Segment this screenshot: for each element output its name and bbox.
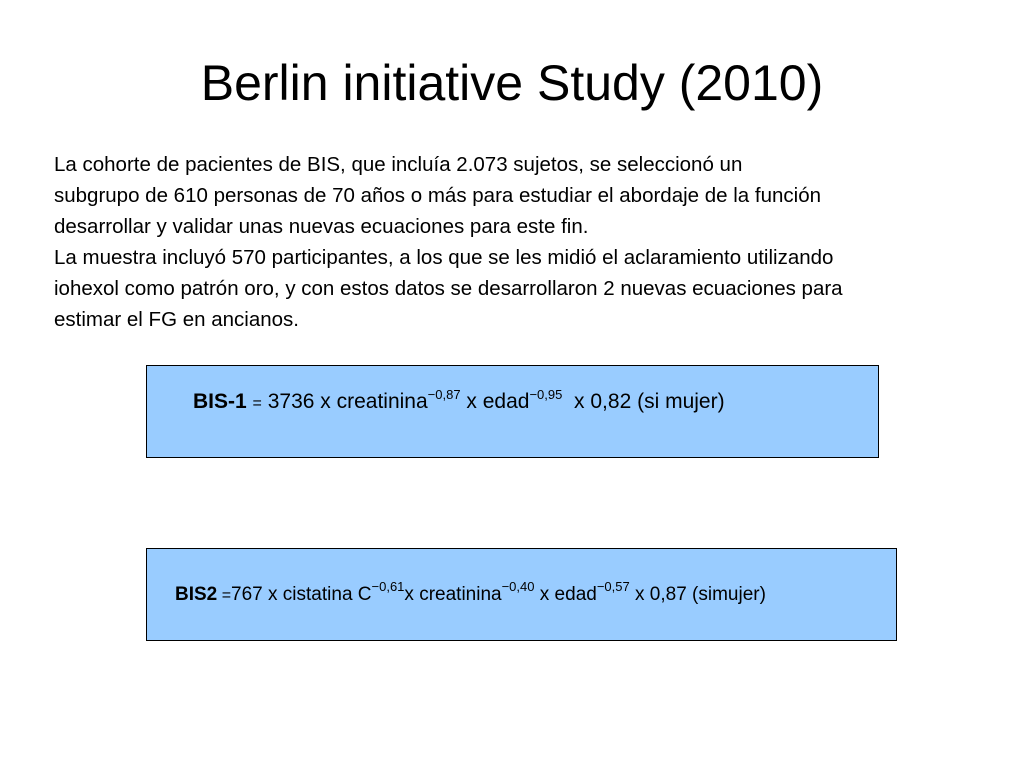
bis2-sex-factor: x 0,87 (simujer): [629, 584, 766, 605]
bis1-age-term: x edad: [460, 390, 530, 413]
bis1-age-exponent: −0,95: [529, 387, 563, 402]
bis2-constant-term: 767 x cistatina C: [231, 584, 372, 605]
bis2-equals: =: [217, 587, 232, 604]
bis1-sex-factor: x 0,82 (si mujer): [562, 390, 725, 413]
bis2-age-exponent: −0,57: [596, 579, 630, 594]
paragraph-line: La muestra incluyó 570 participantes, a los que se les midió el aclaramiento utilizando: [54, 246, 834, 269]
bis1-equals: =: [252, 395, 262, 412]
bis2-creatinine-exponent: −0,40: [501, 579, 535, 594]
paragraph-line: iohexol como patrón oro, y con estos datos se desarrollaron 2 nuevas ecuaciones para: [54, 277, 843, 300]
body-paragraph: [54, 149, 1024, 335]
paragraph-line: subgrupo de 610 personas de 70 años o más para estudiar el abordaje de la función: [54, 184, 822, 207]
bis2-age-term: x edad: [534, 584, 597, 605]
bis1-label: BIS-1: [193, 390, 247, 413]
paragraph-line: La cohorte de pacientes de BIS, que incluía 2.073 sujetos, se seleccionó un: [54, 153, 743, 176]
bis2-formula: [175, 579, 766, 606]
bis2-label: BIS2: [175, 584, 218, 605]
bis1-constant-term: 3736 x creatinina: [267, 390, 428, 413]
slide-title: Berlin initiative Study (2010): [200, 55, 824, 111]
bis1-creatinine-exponent: −0,87: [427, 387, 461, 402]
paragraph-line: estimar el FG en ancianos.: [54, 308, 299, 331]
paragraph-line: desarrollar y validar unas nuevas ecuaciones para este fin.: [54, 215, 589, 238]
bis2-creatinine-term: x creatinina: [404, 584, 502, 605]
bis2-cystatin-exponent: −0,61: [371, 579, 405, 594]
bis1-formula: [193, 387, 725, 414]
